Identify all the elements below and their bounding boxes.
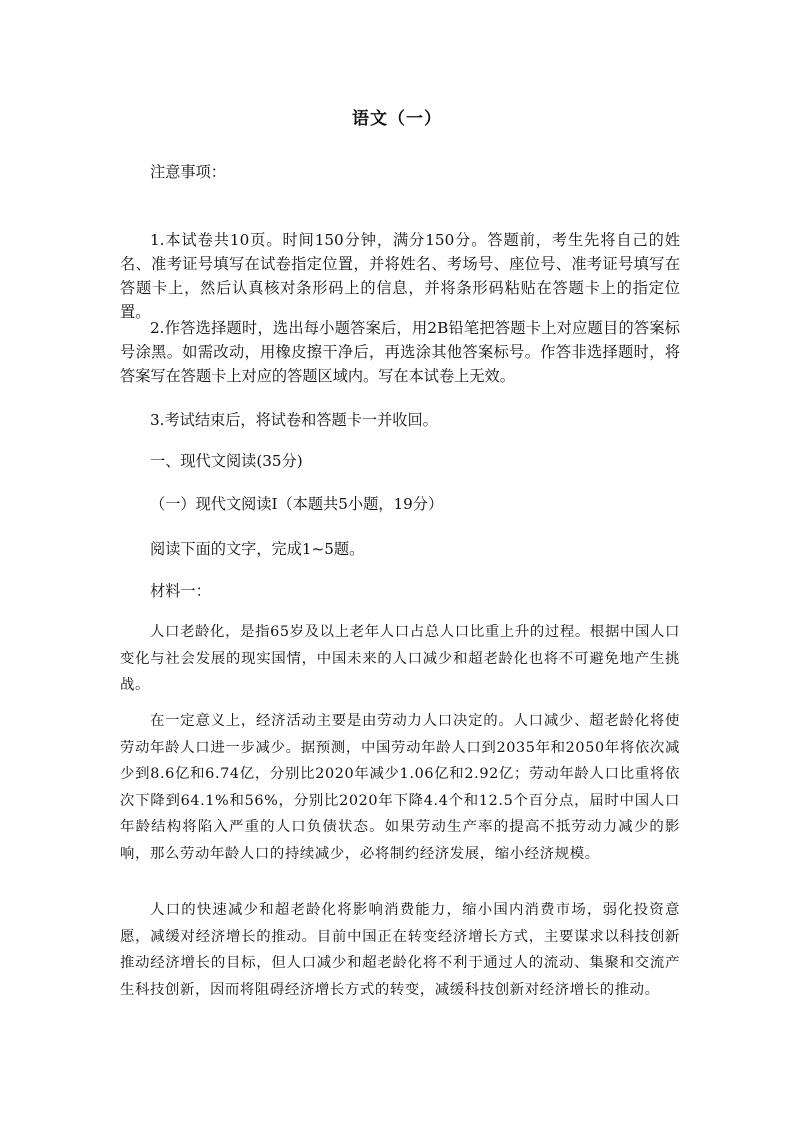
material-paragraph-1: 人口老龄化，是指65岁及以上老年人口占总人口比重上升的过程。根据中国人口变化与社会发展的现实国情，中国未来的人口减少和超老龄化也将不可避免地产生挑战。 <box>120 624 680 693</box>
material-label: 材料一： <box>150 582 211 600</box>
subsection-heading: （一）现代文阅读Ⅰ（本题共5小题，19分） <box>150 495 444 513</box>
notice-item-1: 1.本试卷共10页。时间150分钟，满分150分。答题前，考生先将自己的姓名、准考证号填写在试卷指定位置，并将姓名、考场号、座位号、准考证号填写在答题卡上，然后认真核对条形码上的信息，并将条形码粘贴在答题卡上的指定位置。 <box>120 231 680 321</box>
section-heading: 一、现代文阅读(35分) <box>150 452 303 470</box>
material-paragraph-2: 在一定意义上，经济活动主要是由劳动力人口决定的。人口减少、超老龄化将使劳动年龄人口进一步减少。据预测，中国劳动年龄人口到2035年和2050年将依次减少到8.6亿和6.74亿，分别比2020年减少1.06亿和2.92亿；劳动年龄人口比重将依次下降到64.1%和56%，分别比2020年下降4.4个和12.5个百分点，届时中国人口年龄结构将陷入严重的人口负债状态。如果劳动生产率的提高不抵劳动力减少的影响，那么劳动年龄人口的持续减少，必将制约经济发展，缩小经济规模。 <box>120 713 680 862</box>
notice-heading: 注意事项： <box>150 163 226 181</box>
notice-item-2: 2.作答选择题时，选出每小题答案后，用2B铅笔把答题卡上对应题目的答案标号涂黑。如需改动，用橡皮擦干净后，再选涂其他答案标号。作答非选择题时，将答案写在答题卡上对应的答题区域内。写在本试卷上无效。 <box>120 319 680 385</box>
page-title: 语文（一） <box>352 109 442 129</box>
material-paragraph-3: 人口的快速减少和超老龄化将影响消费能力，缩小国内消费市场，弱化投资意愿，减缓对经济增长的推动。目前中国正在转变经济增长方式，主要谋求以科技创新推动经济增长的目标，但人口减少和超老龄化将不利于通过人的流动、集聚和交流产生科技创新，因而将阻碍经济增长方式的转变，减缓科技创新对经济增长的推动。 <box>120 902 680 998</box>
reading-instruction: 阅读下面的文字，完成1~5题。 <box>150 540 365 558</box>
notice-item-3: 3.考试结束后，将试卷和答题卡一并收回。 <box>150 411 438 429</box>
